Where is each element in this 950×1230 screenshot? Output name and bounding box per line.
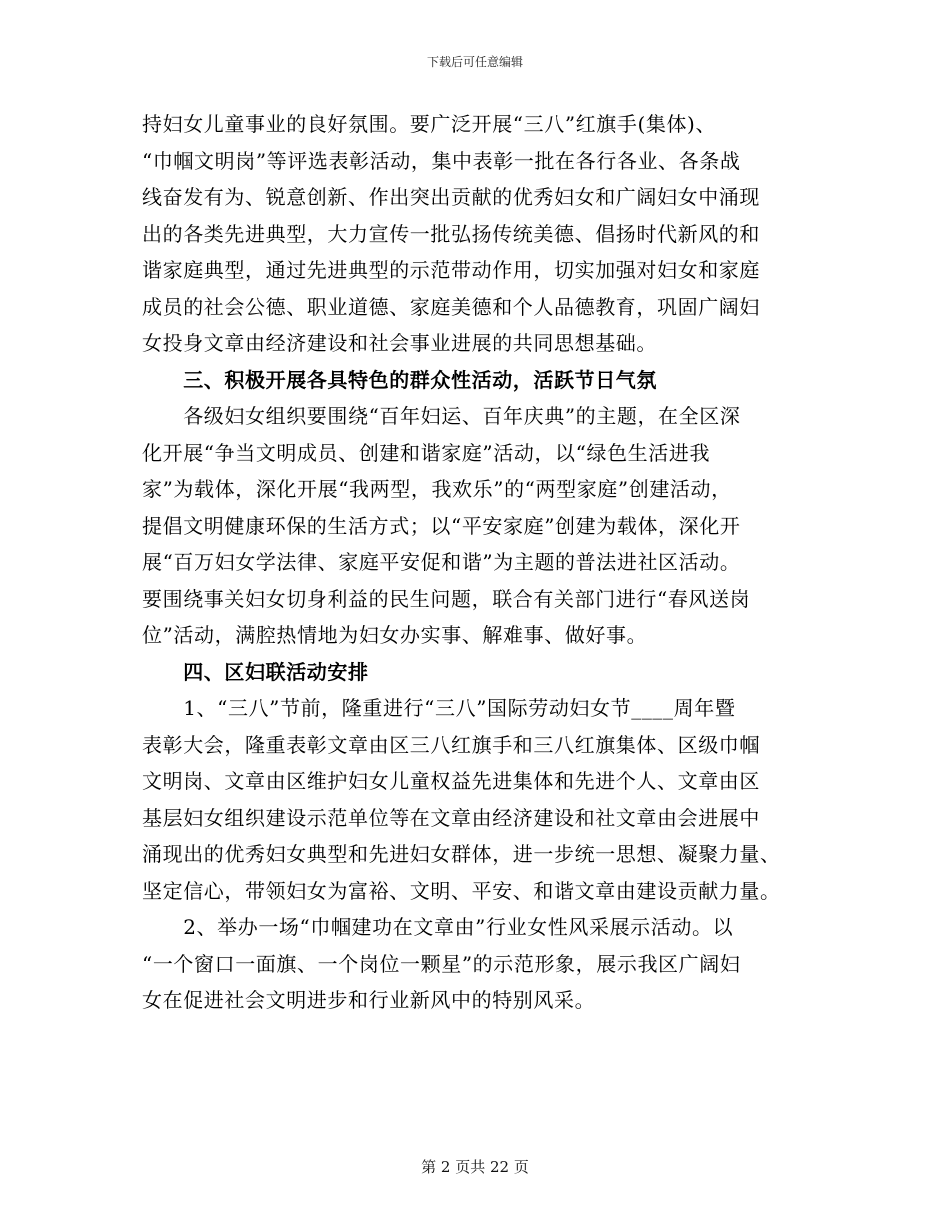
page-number: 第 2 页共 22 页 [421, 1158, 529, 1176]
text-line: 谐家庭典型，通过先进典型的示范带动作用，切实加强对妇女和家庭 [142, 258, 760, 282]
text-line: 成员的社会公德、职业道德、家庭美德和个人品德教育，巩固广阔妇 [142, 294, 760, 319]
text-line: 化开展“争当文明成员、创建和谐家庭”活动，以“绿色生活进我 [142, 440, 711, 465]
page-header: 下载后可任意编辑 [426, 55, 523, 69]
text-line: “巾帼文明岗”等评选表彰活动，集中表彰一批在各行各业、各条战 [142, 148, 741, 173]
text-line: 要围绕事关妇女切身利益的民生问题，联合有关部门进行“春风送岗 [142, 586, 751, 611]
text-line: 提倡文明健康环保的生活方式；以“平安家庭”创建为载体，深化开 [142, 513, 741, 538]
text-line: 1、“三八”节前，隆重进行“三八”国际劳动妇女节____周年暨 [142, 696, 736, 720]
section-heading: 三、积极开展各具特色的群众性活动，活跃节日气氛 [142, 367, 657, 392]
document-body [142, 106, 822, 1019]
text-line: 各级妇女组织要围绕“百年妇运、百年庆典”的主题，在全区深 [142, 404, 741, 428]
text-line: 女在促进社会文明进步和行业新风中的特别风采。 [142, 988, 596, 1012]
text-line: 出的各类先进典型，大力宣传一批弘扬传统美德、倡扬时代新风的和 [142, 221, 760, 246]
text-line: 女投身文章由经济建设和社会事业进展的共同思想基础。 [142, 331, 657, 355]
text-line: 基层妇女组织建设示范单位等在文章由经济建设和社文章由会进展中 [142, 805, 760, 830]
text-line: 线奋发有为、锐意创新、作出突出贡献的优秀妇女和广阔妇女中涌现 [142, 185, 760, 209]
text-line: 家”为载体，深化开展“我两型，我欢乐”的“两型家庭”创建活动， [142, 477, 732, 501]
text-line: 文明岗、文章由区维护妇女儿童权益先进集体和先进个人、文章由区 [142, 769, 760, 793]
text-line: “一个窗口一面旗、一个岗位一颗星”的示范形象，展示我区广阔妇 [142, 951, 741, 976]
text-line: 坚定信心，带领妇女为富裕、文明、平安、和谐文章由建设贡献力量。 [142, 878, 781, 903]
text-line: 涌现出的优秀妇女典型和先进妇女群体，进一步统一思想、凝聚力量、 [142, 842, 781, 866]
text-line: 持妇女儿童事业的良好氛围。要广泛开展“三八”红旗手(集体)、 [142, 112, 717, 136]
text-line: 2、举办一场“巾帼建功在文章由”行业女性风采展示活动。以 [142, 915, 734, 939]
text-line: 位”活动，满腔热情地为妇女办实事、解难事、做好事。 [142, 623, 648, 647]
section-heading: 四、区妇联活动安排 [142, 659, 369, 684]
text-line: 展“百万妇女学法律、家庭平安促和谐”为主题的普法进社区活动。 [142, 550, 741, 574]
text-line: 表彰大会，隆重表彰文章由区三八红旗手和三八红旗集体、区级巾帼 [142, 732, 760, 757]
